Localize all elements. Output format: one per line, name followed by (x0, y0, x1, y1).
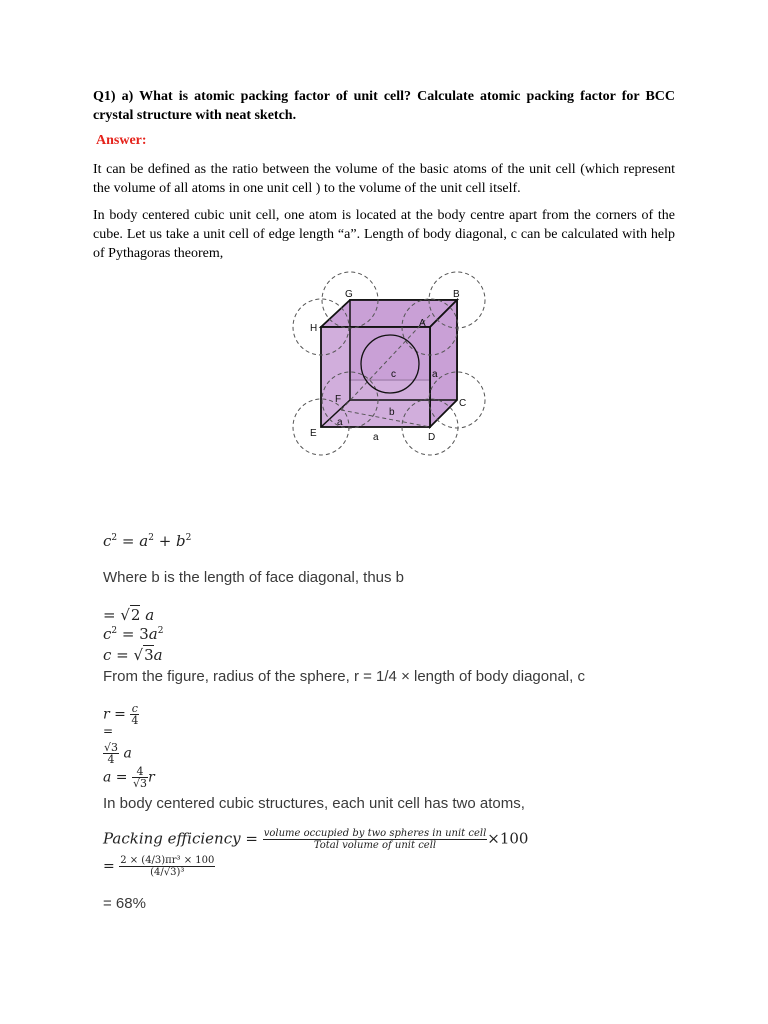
label-c: c (391, 369, 396, 380)
label-a-side: a (432, 369, 438, 380)
label-A: A (419, 318, 426, 329)
equation-b: = √2 a (103, 606, 155, 624)
label-B: B (453, 289, 460, 300)
bcc-unit-cell-figure (285, 270, 500, 465)
label-a-corner: a (337, 417, 343, 428)
label-E: E (310, 428, 317, 439)
equals-sign: = (103, 724, 114, 738)
label-H: H (310, 323, 318, 334)
equation-c: c = √3a (103, 646, 163, 664)
equation-a: a = $\frac{4}{√3}$ r (103, 765, 155, 790)
label-C: C (459, 398, 467, 409)
equation-r: r = $\frac{c}{4}$ (103, 702, 139, 727)
radius-text: From the figure, radius of the sphere, r = 1/4 × length of body diagonal, c (103, 668, 585, 685)
equation-r-in-a: $\frac{√3}{4}$ a (104, 741, 132, 766)
definition-paragraph: It can be defined as the ratio between the volume of the basic atoms of the unit cell (which represent the volume of all atoms in one unit cell ) to the volume of the unit cell itself. (93, 162, 675, 196)
equation-packing-efficiency: Packing efficiency = $\frac{\text{volume occupied by two spheres in unit cell}}{\text{Total volume of unit cell}}$ ×100 (103, 828, 529, 851)
equation-pythagoras: $c^2 = a^2 + b^2$ (103, 532, 192, 550)
face-diagonal-text: Where b is the length of face diagonal, thus b (103, 569, 405, 586)
label-G: G (345, 289, 353, 300)
answer-label: Answer: (96, 133, 147, 148)
question-text: Q1) a) What is atomic packing factor of unit cell? Calculate atomic packing factor for BCC crystal structure with neat sketch. (93, 89, 675, 123)
label-a-bottom: a (373, 432, 379, 443)
equation-packing-substituted: = $\frac{\text{2 × (4/3)πr³ × 100}}{\text{(4/√3)³}}$ (103, 855, 215, 878)
result-text: = 68% (103, 895, 146, 912)
label-F: F (335, 394, 342, 405)
two-atoms-text: In body centered cubic structures, each unit cell has two atoms, (103, 795, 525, 812)
equation-c-squared: $c^2 = 3a^2$ (103, 625, 164, 643)
bcc-intro-paragraph: In body centered cubic unit cell, one atom is located at the body centre apart from the corners of the cube. Let us take a unit cell of edge length “a”. Length of body diagonal, c can be calculated with help of Pythagoras theorem, (93, 208, 675, 261)
label-b: b (389, 407, 395, 418)
label-D: D (428, 432, 436, 443)
